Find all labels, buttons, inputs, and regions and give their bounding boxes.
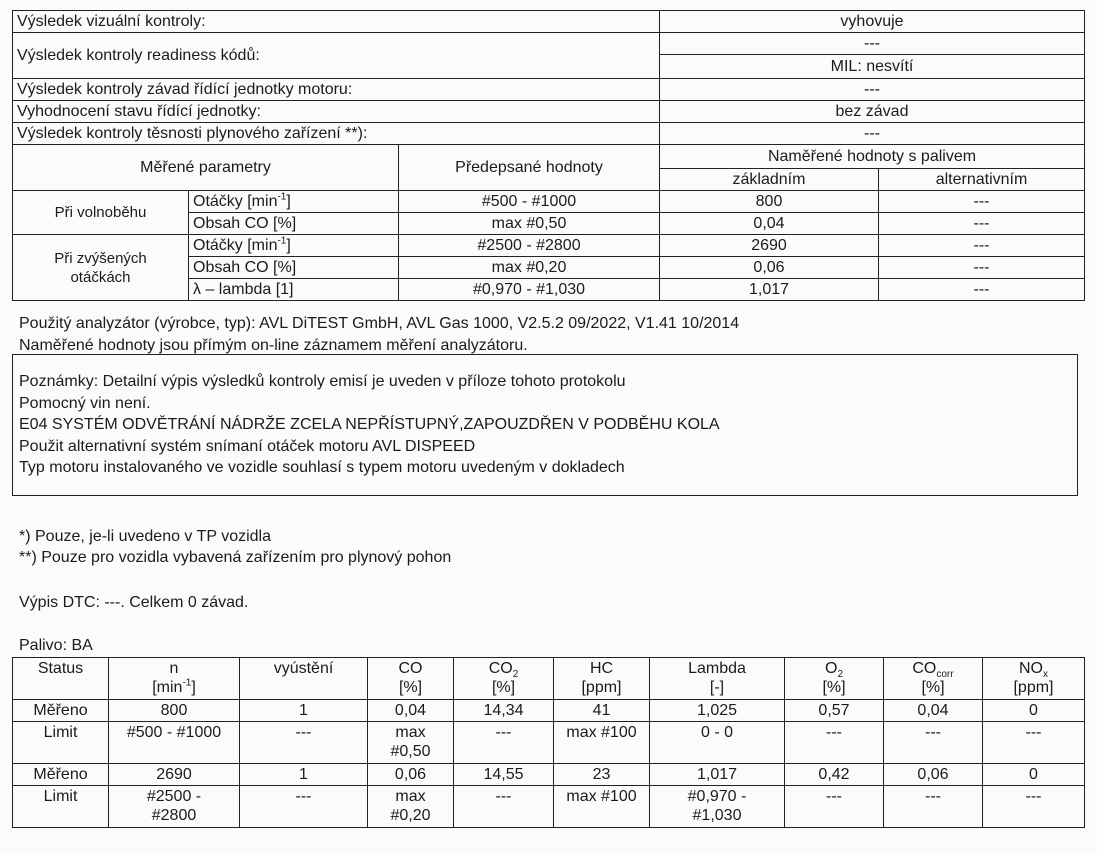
cell-lambda: 1,017 [650, 764, 785, 786]
column-header: n $[\min^{-1}]$ [109, 658, 240, 700]
cell-co2: --- [454, 786, 554, 828]
cell-cocorr: 0,06 [884, 764, 983, 786]
column-header: Lambda [-] [650, 658, 785, 700]
check-label: Výsledek vizuální kontroly: [13, 11, 660, 33]
cell-n: #2500 - #2800 [109, 786, 240, 828]
column-header: Měřené parametry [13, 145, 399, 191]
note-line: Poznámky: Detailní výpis výsledků kontroly emisí je uveden v příloze tohoto protokolu [19, 373, 626, 390]
inspection-results-table [12, 10, 1085, 301]
cell-co: 0,04 [368, 700, 454, 722]
cell-co2: 14,34 [454, 700, 554, 722]
cell-nox: 0 [983, 700, 1085, 722]
check-label: Výsledek kontroly závad řídící jednotky motoru: [13, 79, 660, 101]
cell-co: 0,06 [368, 764, 454, 786]
measured-alt: --- [879, 235, 1085, 257]
table-row [13, 101, 1085, 123]
table-row [13, 235, 1085, 257]
cell-nox: --- [983, 786, 1085, 828]
column-header: alternativním [879, 169, 1085, 191]
cell-vyusteni: --- [240, 786, 368, 828]
dtc-summary: Výpis DTC: ---. Celkem 0 závad. [19, 594, 249, 611]
cell-n: #500 - #1000 [109, 722, 240, 764]
cell-vyusteni: --- [240, 722, 368, 764]
table-row [13, 700, 1085, 722]
cell-vyusteni: 1 [240, 700, 368, 722]
check-value: --- [660, 33, 1085, 55]
param-name: Obsah CO [%] [189, 213, 399, 235]
prescribed-value: #0,970 - #1,030 [399, 279, 660, 301]
table-row [13, 79, 1085, 101]
cell-status: Limit [13, 722, 109, 764]
measured-alt: --- [879, 213, 1085, 235]
column-header: $CO_{corr}$ [%] [884, 658, 983, 700]
measured-basic: 1,017 [660, 279, 879, 301]
cell-hc: 23 [554, 764, 650, 786]
cell-vyusteni: 1 [240, 764, 368, 786]
cell-o2: 0,57 [785, 700, 884, 722]
measured-basic: 0,04 [660, 213, 879, 235]
cell-status: Měřeno [13, 700, 109, 722]
column-header: Předepsané hodnoty [399, 145, 660, 191]
cell-lambda: #0,970 - #1,030 [650, 786, 785, 828]
note-line: Pomocný vin není. [19, 394, 151, 412]
cell-lambda: 0 - 0 [650, 722, 785, 764]
cell-nox: 0 [983, 764, 1085, 786]
cell-co2: 14,55 [454, 764, 554, 786]
column-header: $O_2$ [%] [785, 658, 884, 700]
table-row [13, 11, 1085, 33]
cell-hc: 41 [554, 700, 650, 722]
column-header: základním [660, 169, 879, 191]
cell-cocorr: 0,04 [884, 700, 983, 722]
column-header: $CO_2$ [%] [454, 658, 554, 700]
check-value: MIL: nesvítí [660, 55, 1085, 79]
row-group-label: Při zvýšených otáčkách [13, 235, 189, 301]
cell-status: Měřeno [13, 764, 109, 786]
cell-co: max #0,20 [368, 786, 454, 828]
cell-o2: --- [785, 722, 884, 764]
prescribed-value: #500 - #1000 [399, 191, 660, 213]
measured-alt: --- [879, 257, 1085, 279]
measured-alt: --- [879, 191, 1085, 213]
cell-n: 2690 [109, 764, 240, 786]
param-name: Otáčky $[\min^{-1}]$ [189, 235, 399, 257]
note-line: Použit alternativní systém snímaní otáček motoru AVL DISPEED [19, 437, 476, 455]
column-header: HC [ppm] [554, 658, 650, 700]
analyzer-line: Použitý analyzátor (výrobce, typ): AVL DiTEST GmbH, AVL Gas 1000, V2.5.2 09/2022, V1.41 10/2014 [19, 315, 740, 332]
cell-lambda: 1,025 [650, 700, 785, 722]
table-row [13, 764, 1085, 786]
cell-hc: max #100 [554, 722, 650, 764]
check-value: --- [660, 123, 1085, 145]
column-header: CO [%] [368, 658, 454, 700]
table-row [13, 145, 1085, 169]
table-row [13, 33, 1085, 55]
cell-nox: --- [983, 722, 1085, 764]
check-label: Výsledek kontroly readiness kódů: [13, 33, 660, 79]
cell-hc: max #100 [554, 786, 650, 828]
note-line: E04 SYSTÉM ODVĚTRÁNÍ NÁDRŽE ZCELA NEPŘÍSTUPNÝ,ZAPOUZDŘEN V PODBĚHU KOLA [19, 416, 720, 433]
footnote: *) Pouze, je-li uvedeno v TP vozidla [19, 528, 271, 545]
row-group-label: Při volnoběhu [13, 191, 189, 235]
param-name: Otáčky $[\min^{-1}]$ [189, 191, 399, 213]
column-header: $NO_x$ [ppm] [983, 658, 1085, 700]
notes-box [12, 354, 1078, 496]
cell-co2: --- [454, 722, 554, 764]
table-row [13, 786, 1085, 828]
cell-o2: --- [785, 786, 884, 828]
note-line: Typ motoru instalovaného ve vozidle souhlasí s typem motoru uvedeným v dokladech [19, 459, 625, 476]
emissions-table [12, 657, 1085, 828]
cell-cocorr: --- [884, 722, 983, 764]
table-row [13, 191, 1085, 213]
cell-cocorr: --- [884, 786, 983, 828]
cell-status: Limit [13, 786, 109, 828]
cell-n: 800 [109, 700, 240, 722]
check-value: --- [660, 79, 1085, 101]
prescribed-value: max #0,20 [399, 257, 660, 279]
check-value: vyhovuje [660, 11, 1085, 33]
measured-basic: 2690 [660, 235, 879, 257]
column-header: Status [13, 658, 109, 700]
check-label: Vyhodnocení stavu řídící jednotky: [13, 101, 660, 123]
measured-basic: 800 [660, 191, 879, 213]
footnote: **) Pouze pro vozidla vybavená zařízením pro plynový pohon [19, 549, 452, 566]
column-header: Naměřené hodnoty s palivem [660, 145, 1085, 169]
cell-co: max #0,50 [368, 722, 454, 764]
param-name: λ – lambda [1] [189, 279, 399, 301]
check-value: bez závad [660, 101, 1085, 123]
table-header-row [13, 658, 1085, 700]
fuel-label: Palivo: BA [19, 637, 93, 654]
prescribed-value: max #0,50 [399, 213, 660, 235]
measured-alt: --- [879, 279, 1085, 301]
cell-o2: 0,42 [785, 764, 884, 786]
check-label: Výsledek kontroly těsnosti plynového zařízení **): [13, 123, 660, 145]
table-row [13, 722, 1085, 764]
table-row [13, 123, 1085, 145]
param-name: Obsah CO [%] [189, 257, 399, 279]
column-header: vyústění [240, 658, 368, 700]
prescribed-value: #2500 - #2800 [399, 235, 660, 257]
online-record-line: Naměřené hodnoty jsou přímým on-line záznamem měření analyzátoru. [19, 337, 528, 354]
measured-basic: 0,06 [660, 257, 879, 279]
